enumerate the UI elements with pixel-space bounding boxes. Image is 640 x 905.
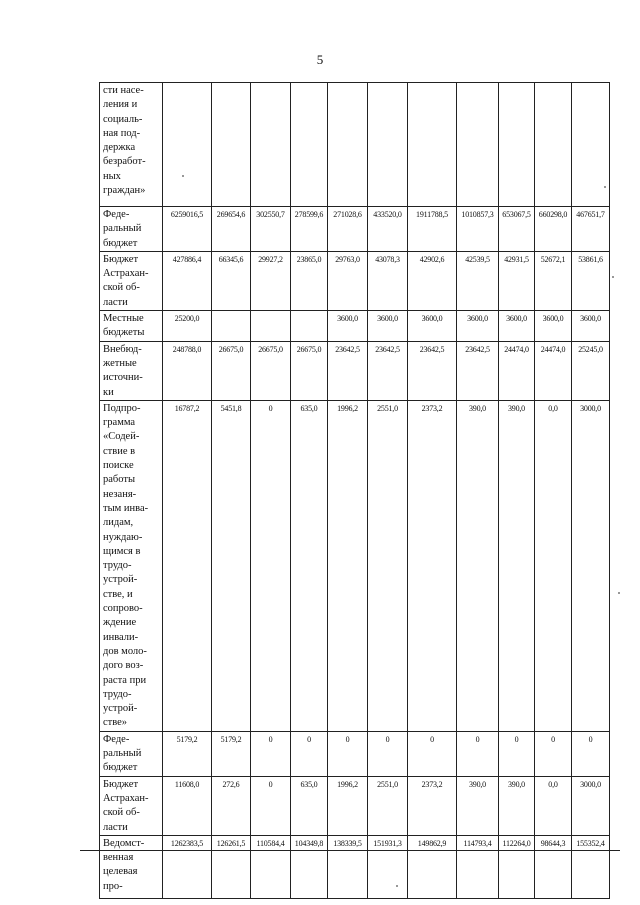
value-cell: 23642,5 <box>328 341 368 400</box>
table-row <box>100 311 610 342</box>
value-cell: 1010857,3 <box>457 207 499 252</box>
value-cell: 25200,0 <box>163 311 212 342</box>
value-cell: 26675,0 <box>251 341 291 400</box>
value-cell: 23642,5 <box>408 341 457 400</box>
value-cell: 653067,5 <box>499 207 535 252</box>
scan-speck <box>396 885 398 887</box>
page-number: 5 <box>316 52 324 67</box>
row-label: Феде- ральный бюджет <box>100 731 163 776</box>
value-cell <box>291 83 328 207</box>
value-cell: 26675,0 <box>212 341 251 400</box>
value-cell: 2373,2 <box>408 776 457 835</box>
value-cell: 0,0 <box>535 400 572 731</box>
value-cell: 3000,0 <box>572 776 610 835</box>
value-cell <box>212 311 251 342</box>
value-cell: 2551,0 <box>368 776 408 835</box>
value-cell: 3600,0 <box>572 311 610 342</box>
value-cell <box>457 83 499 207</box>
value-cell: 3000,0 <box>572 400 610 731</box>
scan-speck <box>618 592 620 594</box>
value-cell: 390,0 <box>457 400 499 731</box>
value-cell: 26675,0 <box>291 341 328 400</box>
value-cell: 53861,6 <box>572 251 610 310</box>
value-cell: 25245,0 <box>572 341 610 400</box>
value-cell: 16787,2 <box>163 400 212 731</box>
table-row <box>100 83 610 207</box>
value-cell: 3600,0 <box>535 311 572 342</box>
value-cell: 272,6 <box>212 776 251 835</box>
row-label: Бюджет Астрахан- ской об- ласти <box>100 251 163 310</box>
value-cell: 3600,0 <box>499 311 535 342</box>
value-cell: 433520,0 <box>368 207 408 252</box>
value-cell: 0 <box>251 400 291 731</box>
value-cell: 42902,6 <box>408 251 457 310</box>
row-label: сти насе- ления и социаль- ная под- держка безработ- ных граждан» <box>100 83 163 207</box>
value-cell: 427886,4 <box>163 251 212 310</box>
table-row <box>100 835 610 898</box>
budget-table <box>99 82 610 899</box>
value-cell: 6259016,5 <box>163 207 212 252</box>
value-cell: 2551,0 <box>368 400 408 731</box>
value-cell: 1911788,5 <box>408 207 457 252</box>
value-cell: 43078,3 <box>368 251 408 310</box>
value-cell: 635,0 <box>291 400 328 731</box>
value-cell: 1996,2 <box>328 776 368 835</box>
value-cell: 52672,1 <box>535 251 572 310</box>
value-cell: 3600,0 <box>368 311 408 342</box>
value-cell: 390,0 <box>457 776 499 835</box>
value-cell: 269654,6 <box>212 207 251 252</box>
value-cell: 29927,2 <box>251 251 291 310</box>
value-cell: 5451,8 <box>212 400 251 731</box>
value-cell: 98644,3 <box>535 835 572 898</box>
row-label: Подпро- грамма «Содей- ствие в поиске работы незаня- тым инва- лидам, нуждаю- щимся в трудо- устрой- стве, и сопрово- ждение инвали- дов моло- дого воз- раста при трудо- устрой- стве» <box>100 400 163 731</box>
value-cell: 0 <box>457 731 499 776</box>
value-cell: 660298,0 <box>535 207 572 252</box>
value-cell: 138339,5 <box>328 835 368 898</box>
value-cell: 302550,7 <box>251 207 291 252</box>
value-cell: 104349,8 <box>291 835 328 898</box>
value-cell <box>499 83 535 207</box>
value-cell: 0 <box>499 731 535 776</box>
row-label: Местные бюджеты <box>100 311 163 342</box>
value-cell <box>251 83 291 207</box>
value-cell <box>535 83 572 207</box>
value-cell: 0 <box>291 731 328 776</box>
value-cell: 2373,2 <box>408 400 457 731</box>
row-label: Феде- ральный бюджет <box>100 207 163 252</box>
value-cell: 23865,0 <box>291 251 328 310</box>
table-row <box>100 207 610 252</box>
value-cell <box>291 311 328 342</box>
value-cell: 112264,0 <box>499 835 535 898</box>
value-cell: 114793,4 <box>457 835 499 898</box>
value-cell: 390,0 <box>499 776 535 835</box>
table-row <box>100 341 610 400</box>
value-cell: 1262383,5 <box>163 835 212 898</box>
value-cell: 5179,2 <box>212 731 251 776</box>
value-cell: 0 <box>251 731 291 776</box>
value-cell: 3600,0 <box>328 311 368 342</box>
value-cell: 24474,0 <box>499 341 535 400</box>
row-label: Внебюд- жетные источни- ки <box>100 341 163 400</box>
value-cell: 0 <box>408 731 457 776</box>
value-cell: 126261,5 <box>212 835 251 898</box>
value-cell: 151931,3 <box>368 835 408 898</box>
table-row <box>100 731 610 776</box>
value-cell: 635,0 <box>291 776 328 835</box>
scan-speck <box>612 276 614 278</box>
value-cell: 24474,0 <box>535 341 572 400</box>
value-cell <box>408 83 457 207</box>
value-cell: 23642,5 <box>368 341 408 400</box>
row-label: Бюджет Астрахан- ской об- ласти <box>100 776 163 835</box>
value-cell: 0 <box>328 731 368 776</box>
value-cell: 149862,9 <box>408 835 457 898</box>
value-cell: 29763,0 <box>328 251 368 310</box>
row-label: Ведомст- венная целевая про- <box>100 835 163 898</box>
value-cell: 390,0 <box>499 400 535 731</box>
value-cell: 467651,7 <box>572 207 610 252</box>
value-cell: 0 <box>535 731 572 776</box>
value-cell: 110584,4 <box>251 835 291 898</box>
scan-speck <box>604 186 606 188</box>
value-cell: 66345,6 <box>212 251 251 310</box>
footer-rule <box>80 850 620 851</box>
value-cell: 23642,5 <box>457 341 499 400</box>
value-cell: 248788,0 <box>163 341 212 400</box>
value-cell: 42539,5 <box>457 251 499 310</box>
value-cell <box>163 83 212 207</box>
value-cell: 11608,0 <box>163 776 212 835</box>
value-cell: 0,0 <box>535 776 572 835</box>
value-cell <box>368 83 408 207</box>
value-cell: 155352,4 <box>572 835 610 898</box>
value-cell: 278599,6 <box>291 207 328 252</box>
table-row <box>100 400 610 731</box>
value-cell: 1996,2 <box>328 400 368 731</box>
value-cell: 3600,0 <box>408 311 457 342</box>
value-cell: 0 <box>368 731 408 776</box>
value-cell: 3600,0 <box>457 311 499 342</box>
value-cell: 271028,6 <box>328 207 368 252</box>
value-cell <box>212 83 251 207</box>
table-row <box>100 776 610 835</box>
value-cell: 5179,2 <box>163 731 212 776</box>
value-cell: 0 <box>251 776 291 835</box>
value-cell: 0 <box>572 731 610 776</box>
scan-speck <box>182 175 184 177</box>
value-cell <box>328 83 368 207</box>
table-row <box>100 251 610 310</box>
value-cell <box>251 311 291 342</box>
value-cell: 42931,5 <box>499 251 535 310</box>
